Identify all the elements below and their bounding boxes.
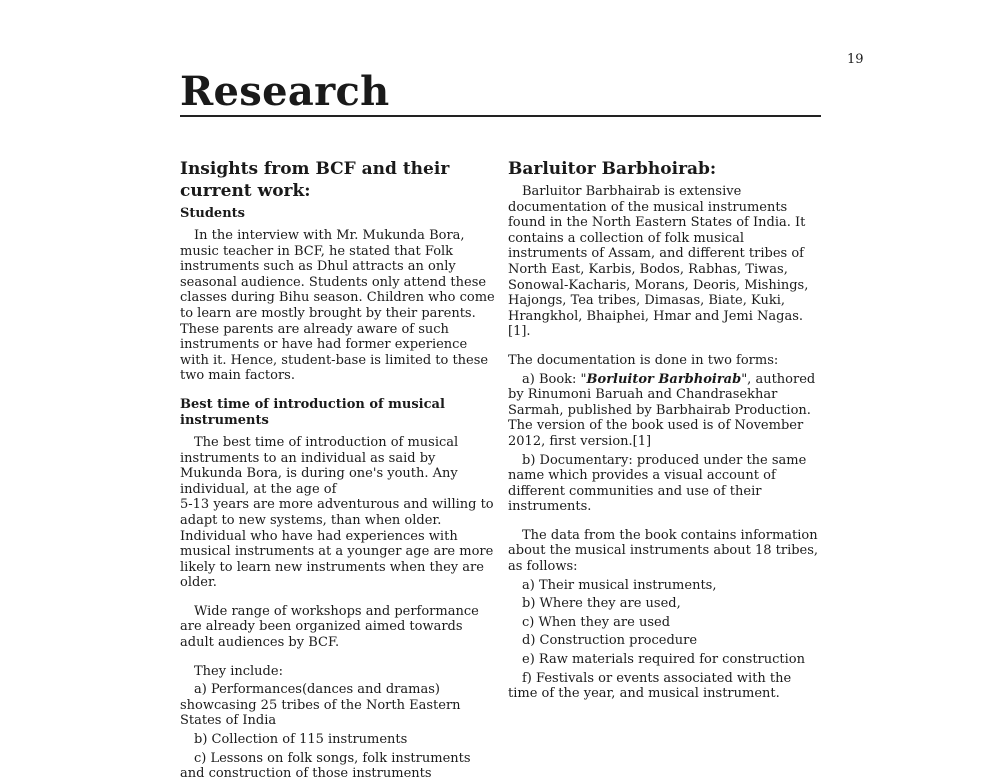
page-number: 19 [847, 52, 864, 67]
tribe-info-item: b) Where they are used, [522, 596, 681, 612]
tribe-info-item: d) Construction procedure [522, 633, 698, 649]
best-time-paragraph-1: The best time of introduction of musical instruments to an individual as said by Mukunda Bora, is during one's youth. Any individual, at the age of [180, 434, 459, 497]
students-heading: Students [180, 206, 245, 221]
tribe-info-item: c) When they are used [522, 614, 671, 630]
barluitor-intro: Barluitor Barbhairab is extensive documentation of the musical instruments found in the North Eastern States of India. It contains a collection of folk musical instruments of Assam, and different tribes of North East, Karbis, Bodos, Rabhas, Tiwas, Sonowal-Kacharis, Morans, Deoris, Mishings, Hajongs, Tea tribes, Dimasas, Biate, Kuki, Hrangkhol, Bhaiphei, Hmar and Jemi Nagas. [1]. [508, 184, 809, 340]
form-b-item: b) Documentary: produced under the same name which provides a visual account of different communities and use of their instruments. [508, 452, 807, 515]
workshops-paragraph: Wide range of workshops and performance are already been organized aimed towards adult audiences by BCF. [180, 603, 479, 651]
tribe-info-item: a) Their musical instruments, [522, 577, 717, 593]
include-intro: They include: [194, 663, 283, 679]
barluitor-heading: Barluitor Barbhoirab: [508, 159, 717, 179]
form-a-prefix: a) Book: " [522, 371, 587, 387]
include-item: a) Performances(dances and dramas) showcasing 25 tribes of the North Eastern States of India [180, 682, 461, 729]
students-paragraph: In the interview with Mr. Mukunda Bora, music teacher in BCF, he stated that Folk instruments such as Dhul attracts an only seasonal audience. Students only attend these classes during Bihu season. Children who come to learn are mostly brought by their parents. These parents are already aware of such instruments or have had former experience with it. Hence, student-base is limited to these two main factors. [180, 228, 495, 384]
best-time-heading: Best time of introduction of musical instruments [180, 396, 445, 428]
right-column [508, 158, 824, 702]
data-intro: The data from the book contains information about the musical instruments about 18 tribes, as follows: [508, 527, 819, 575]
insights-heading: Insights from BCF and their current work: [180, 159, 450, 201]
form-a-item [508, 372, 824, 450]
tribe-info-item: f) Festivals or events associated with the time of the year, and musical instrument. [508, 670, 792, 702]
form-a-rest: ", authored by Rinumoni Baruah and Chandrasekhar Sarmah, published by Barbhairab Production. The version of the book used is of November 2012, first version.[1] [508, 371, 816, 449]
left-column [180, 158, 495, 782]
include-item: c) Lessons on folk songs, folk instruments and construction of those instruments [180, 750, 471, 782]
include-item: b) Collection of 115 instruments [194, 732, 408, 748]
page-title: Research [180, 68, 390, 115]
book-title: Borluitor Barbhoirab [586, 371, 742, 387]
best-time-paragraph-2: 5-13 years are more adventurous and willing to adapt to new systems, than when older. Individual who have had experiences with musical instruments at a younger age are more likely to learn new instruments when they are older. [180, 497, 494, 591]
tribe-info-item: e) Raw materials required for construction [522, 652, 806, 668]
forms-intro: The documentation is done in two forms: [508, 352, 779, 368]
title-divider [180, 115, 821, 117]
